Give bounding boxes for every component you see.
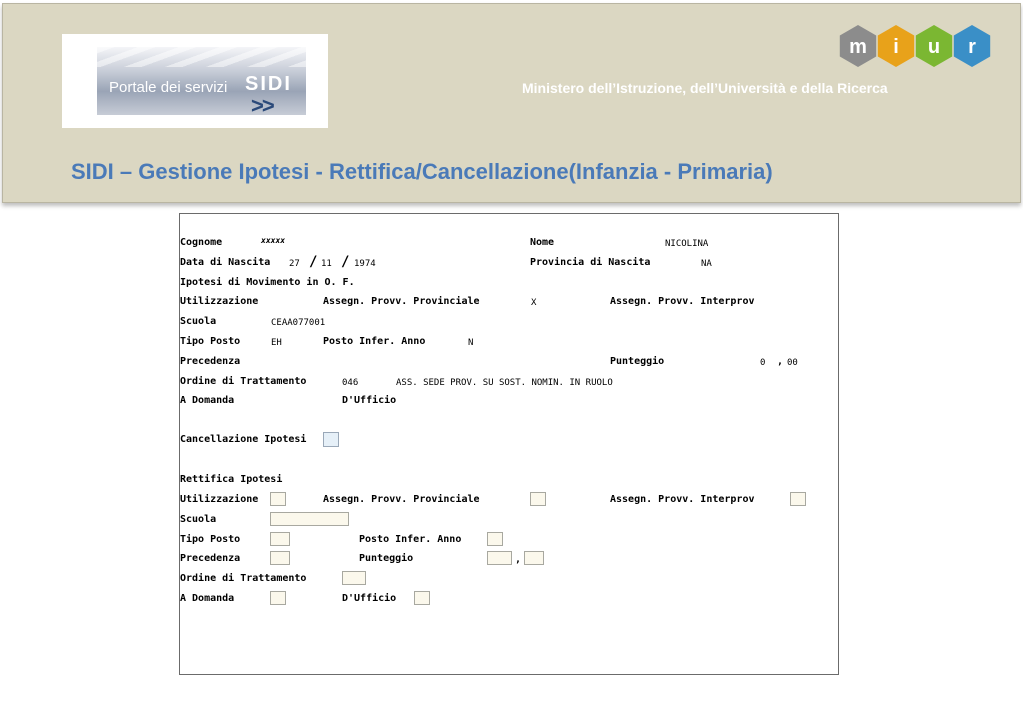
logo-brand: SIDI bbox=[245, 73, 292, 95]
r-tipo-posto-input[interactable] bbox=[270, 532, 290, 546]
posto-infer-label: Posto Infer. Anno bbox=[323, 336, 426, 347]
nome-value: NICOLINA bbox=[665, 239, 709, 249]
miur-letter: i bbox=[893, 36, 899, 58]
r-punteggio-int-input[interactable] bbox=[487, 551, 512, 565]
scuola-value: CEAA077001 bbox=[271, 318, 326, 328]
punteggio-dec: 00 bbox=[787, 358, 798, 368]
ministry-name: Ministero dell’Istruzione, dell’Università e della Ricerca bbox=[522, 80, 888, 96]
scuola-label: Scuola bbox=[180, 316, 217, 327]
tipo-posto-label: Tipo Posto bbox=[180, 336, 241, 347]
r-posto-infer-input[interactable] bbox=[487, 532, 503, 546]
ordine-code: 046 bbox=[342, 378, 359, 388]
a-domanda-label: A Domanda bbox=[180, 395, 235, 406]
miur-letter: m bbox=[849, 36, 867, 58]
birth-day: 27 bbox=[289, 259, 300, 269]
nome-label: Nome bbox=[530, 237, 555, 248]
r-punteggio-separator: , bbox=[515, 554, 522, 565]
r-a-domanda-label: A Domanda bbox=[180, 593, 235, 604]
birth-month: 11 bbox=[321, 259, 332, 269]
r-punteggio-dec-input[interactable] bbox=[524, 551, 544, 565]
r-tipo-posto-label: Tipo Posto bbox=[180, 534, 241, 545]
sidi-logo bbox=[62, 34, 328, 128]
posto-infer-value: N bbox=[468, 338, 474, 348]
assegn-prov-label: Assegn. Provv. Provinciale bbox=[323, 296, 480, 307]
r-ordine-label: Ordine di Trattamento bbox=[180, 573, 307, 584]
r-assegn-interprov-label: Assegn. Provv. Interprov bbox=[610, 494, 755, 505]
logo-text: Portale dei servizi bbox=[109, 79, 228, 96]
punteggio-separator: , bbox=[777, 356, 784, 367]
date-separator: / bbox=[341, 254, 350, 270]
cancellazione-label: Cancellazione Ipotesi bbox=[180, 434, 307, 445]
r-precedenza-input[interactable] bbox=[270, 551, 290, 565]
provincia-label: Provincia di Nascita bbox=[530, 257, 651, 268]
punteggio-int: 0 bbox=[760, 358, 766, 368]
ordine-desc: ASS. SEDE PROV. SU SOST. NOMIN. IN RUOLO bbox=[396, 378, 613, 388]
precedenza-label: Precedenza bbox=[180, 356, 241, 367]
r-precedenza-label: Precedenza bbox=[180, 553, 241, 564]
r-ordine-input[interactable] bbox=[342, 571, 366, 585]
cognome-value: xxxxx bbox=[261, 236, 286, 245]
r-punteggio-label: Punteggio bbox=[359, 553, 414, 564]
logo-arrows-icon: >> bbox=[251, 93, 273, 118]
r-d-ufficio-label: D'Ufficio bbox=[342, 593, 397, 604]
cancellazione-checkbox[interactable] bbox=[323, 432, 339, 447]
utilizzazione-label: Utilizzazione bbox=[180, 296, 259, 307]
cognome-label: Cognome bbox=[180, 237, 223, 248]
logo-stripe-decoration bbox=[97, 47, 306, 67]
r-utilizzazione-label: Utilizzazione bbox=[180, 494, 259, 505]
assegn-prov-value: X bbox=[531, 298, 537, 308]
provincia-value: NA bbox=[701, 259, 712, 269]
tipo-posto-value: EH bbox=[271, 338, 282, 348]
ordine-label: Ordine di Trattamento bbox=[180, 376, 307, 387]
data-nascita-label: Data di Nascita bbox=[180, 257, 271, 268]
r-scuola-label: Scuola bbox=[180, 514, 217, 525]
r-posto-infer-label: Posto Infer. Anno bbox=[359, 534, 462, 545]
miur-logo bbox=[836, 22, 996, 70]
r-utilizzazione-input[interactable] bbox=[270, 492, 286, 506]
page-title: SIDI – Gestione Ipotesi - Rettifica/Cancellazione(Infanzia - Primaria) bbox=[71, 159, 773, 184]
form-panel bbox=[179, 213, 839, 675]
r-assegn-prov-input[interactable] bbox=[530, 492, 546, 506]
miur-letter: u bbox=[927, 36, 941, 58]
punteggio-label: Punteggio bbox=[610, 356, 665, 367]
miur-letter: r bbox=[968, 36, 976, 58]
r-assegn-interprov-input[interactable] bbox=[790, 492, 806, 506]
slide-header bbox=[2, 3, 1021, 203]
assegn-interprov-label: Assegn. Provv. Interprov bbox=[610, 296, 755, 307]
birth-year: 1974 bbox=[354, 259, 376, 269]
r-d-ufficio-input[interactable] bbox=[414, 591, 430, 605]
r-a-domanda-input[interactable] bbox=[270, 591, 286, 605]
logo-banner bbox=[97, 47, 306, 118]
rettifica-heading: Rettifica Ipotesi bbox=[180, 474, 283, 485]
r-assegn-prov-label: Assegn. Provv. Provinciale bbox=[323, 494, 480, 505]
r-scuola-input[interactable] bbox=[270, 512, 349, 526]
d-ufficio-label: D'Ufficio bbox=[342, 395, 397, 406]
ipotesi-heading: Ipotesi di Movimento in O. F. bbox=[180, 277, 355, 288]
date-separator: / bbox=[309, 254, 318, 270]
